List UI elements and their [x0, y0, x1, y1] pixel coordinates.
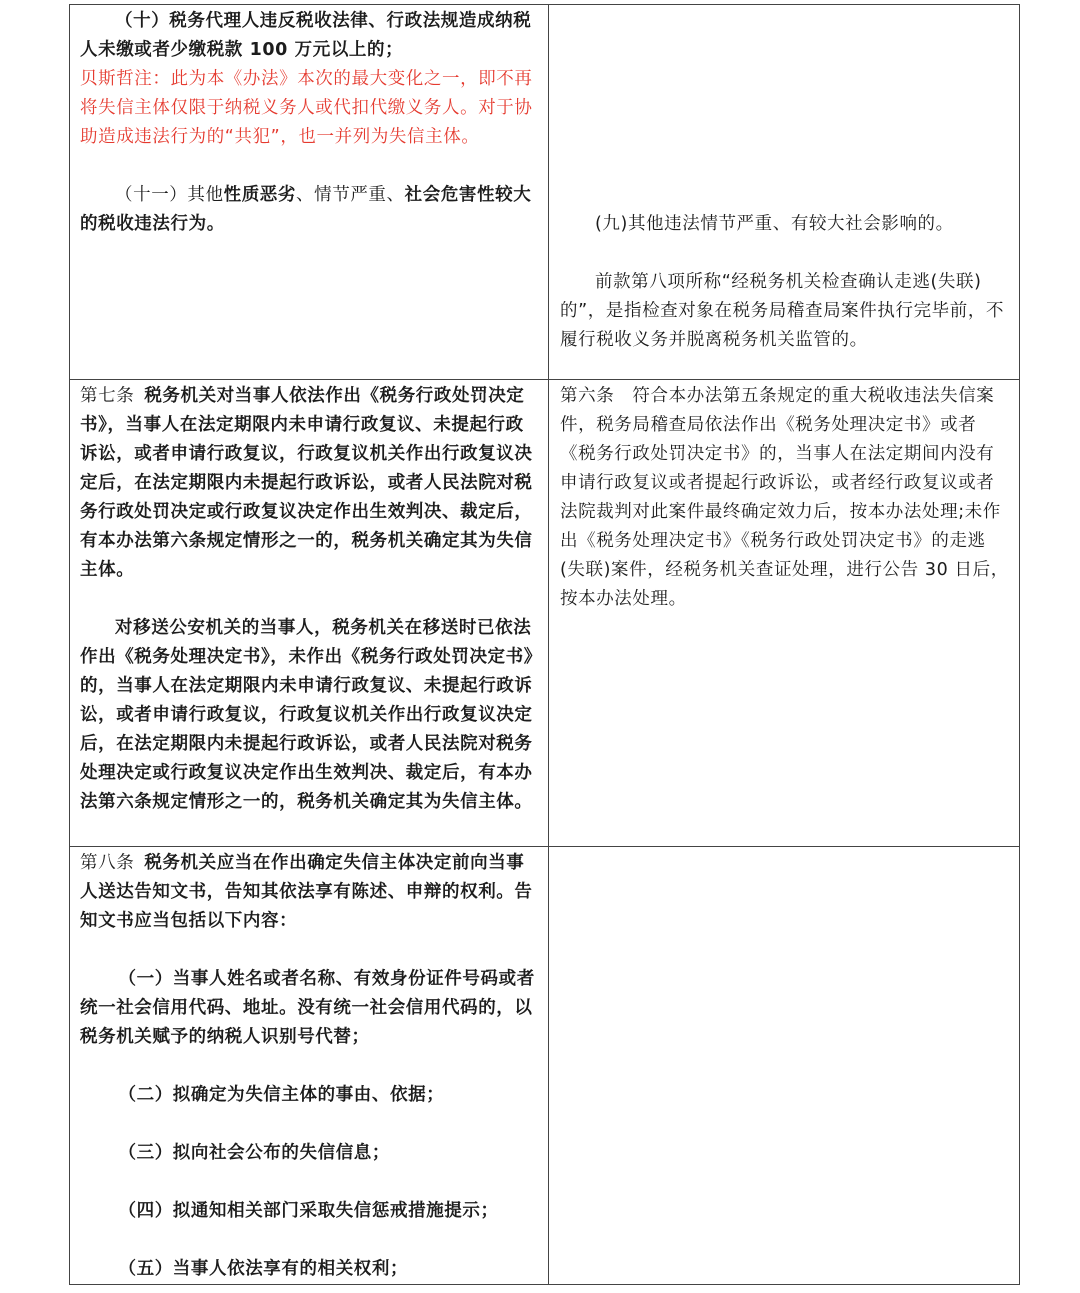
article-8-label: 第八条 [80, 853, 135, 873]
list-item: （五）当事人依法享有的相关权利； [118, 1259, 409, 1279]
definition-paragraph: 前款第八项所称“经税务机关检查确认走逃(失联)的”，是指检查对象在税务局稽查局案件执行完毕前，不履行税收义务并脱离税务机关监管的。 [560, 272, 1005, 350]
comparison-table [69, 4, 1020, 1285]
table-row [69, 4, 1020, 380]
item-11-text [80, 181, 539, 239]
article-7-label: 第七条 [80, 386, 135, 406]
article-8-body: 税务机关应当在作出确定失信主体决定前向当事人送达告知文书，告知其依法享有陈述、申辩的权利。告知文书应当包括以下内容： [80, 853, 533, 931]
new-rule-cell [70, 380, 549, 846]
list-item: （三）拟向社会公布的失信信息； [118, 1143, 390, 1163]
list-item: （一）当事人姓名或者名称、有效身份证件号码或者统一社会信用代码、地址。没有统一社会信用代码的，以税务机关赋予的纳税人识别号代替； [80, 969, 535, 1047]
table-row [69, 380, 1020, 847]
list-item: （二）拟确定为失信主体的事由、依据； [118, 1085, 445, 1105]
article-8-text [80, 849, 539, 936]
old-rule-cell-empty [549, 847, 1019, 1284]
new-rule-cell [70, 5, 549, 379]
article-7-text [80, 382, 539, 585]
article-7-paragraph-2: 对移送公安机关的当事人，税务机关在移送时已依法作出《税务处理决定书》，未作出《税务行政处罚决定书》的，当事人在法定期限内未申请行政复议、未提起行政诉讼，或者申请行政复议，行政复议机关作出行政复议决定后，在法定期限内未提起行政诉讼，或者人民法院对税务处理决定或行政复议决定作出生效判决、裁定后，有本办法第六条规定情形之一的，税务机关确定其为失信主体。 [80, 618, 534, 812]
item-11-bold-2: 社会危害性较大的税收违法行为。 [80, 185, 532, 234]
item-10-text: （十）税务代理人违反税收法律、行政法规造成纳税人未缴或者少缴税款 100 万元以上的； [80, 11, 532, 60]
new-rule-cell [70, 847, 549, 1284]
item-11-mid: 、情节严重、 [296, 185, 405, 205]
old-rule-cell [549, 5, 1019, 379]
old-rule-cell [549, 380, 1019, 846]
editor-note: 贝斯哲注：此为本《办法》本次的最大变化之一，即不再将失信主体仅限于纳税义务人或代扣代缴义务人。对于协助造成违法行为的“共犯”，也一并列为失信主体。 [80, 69, 533, 147]
item-11-bold-1: 性质恶劣 [223, 185, 297, 205]
article-7-body: 税务机关对当事人依法作出《税务行政处罚决定书》，当事人在法定期限内未申请行政复议、未提起行政诉讼，或者申请行政复议，行政复议机关作出行政复议决定后，在法定期限内未提起行政诉讼，或者人民法院对税务行政处罚决定或行政复议决定作出生效判决、裁定后，有本办法第六条规定情形之一的，税务机关确定其为失信主体。 [80, 386, 533, 580]
item-11-prefix: （十一）其他 [115, 185, 224, 205]
list-item: （四）拟通知相关部门采取失信惩戒措施提示； [118, 1201, 499, 1221]
item-9-text: (九)其他违法情节严重、有较大社会影响的。 [595, 214, 954, 234]
table-row [69, 847, 1020, 1285]
article-6-text: 第六条 符合本办法第五条规定的重大税收违法失信案件，税务局稽查局依法作出《税务处理决定书》或者《税务行政处罚决定书》的，当事人在法定期间内没有申请行政复议或者提起行政诉讼，或者经行政复议或者法院裁判对此案件最终确定效力后，按本办法处理;未作出《税务处理决定书》《税务行政处罚决定书》的走逃(失联)案件，经税务机关查证处理，进行公告 30 日后，按本办法处理。 [560, 386, 1009, 609]
